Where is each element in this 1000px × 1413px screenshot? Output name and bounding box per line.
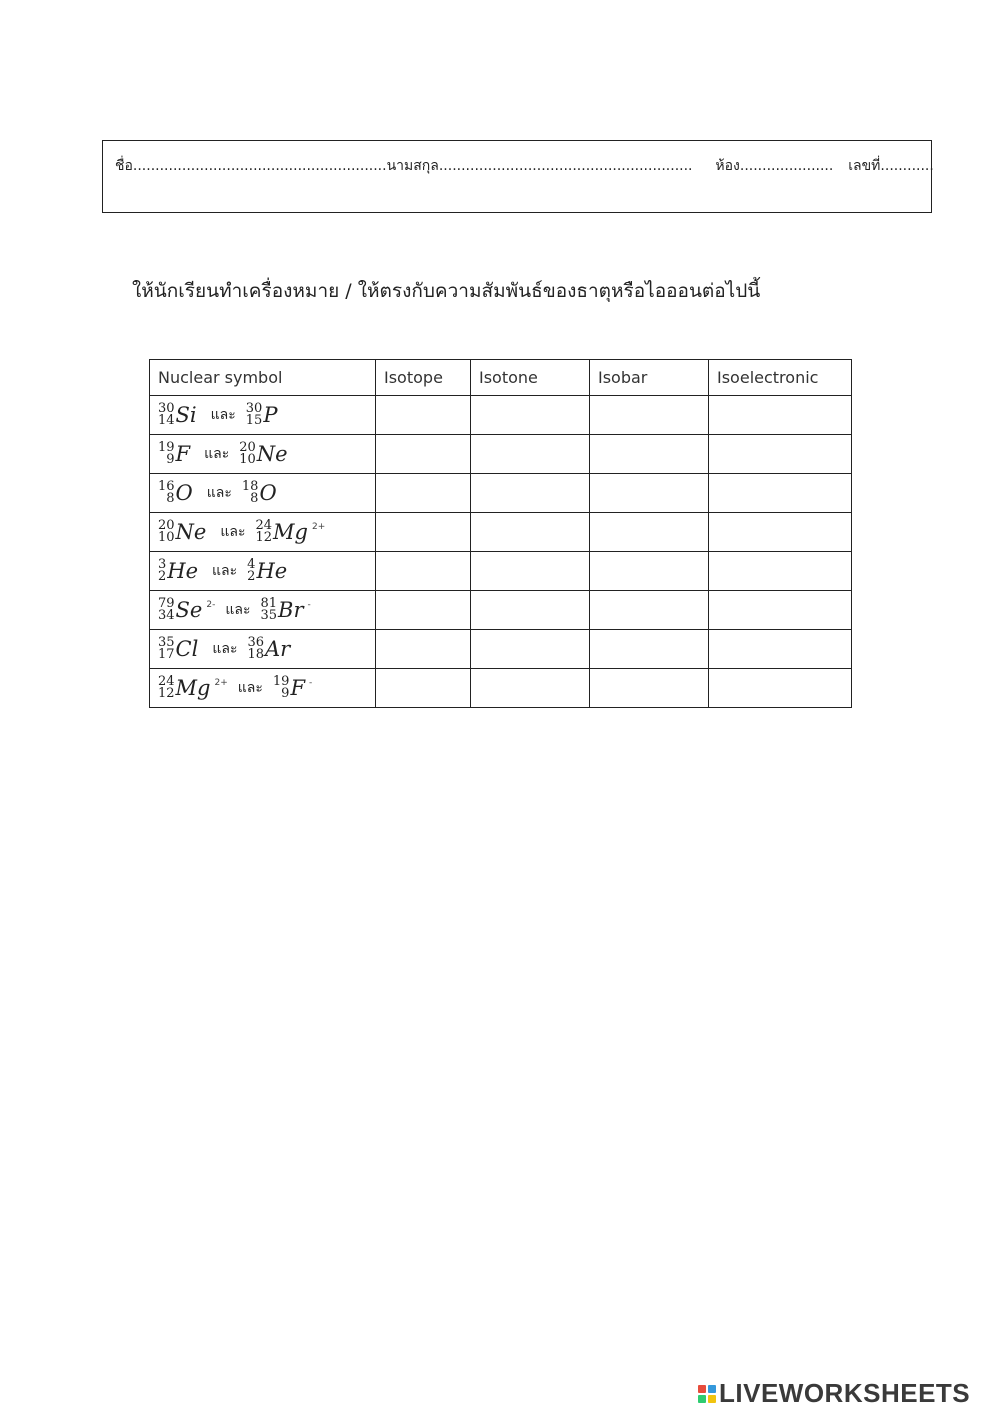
atomic-number: 18	[247, 647, 265, 662]
mass-number: 19	[272, 674, 290, 689]
nuclear-symbol-a	[158, 676, 228, 700]
number-field-label: เลขที่............	[848, 158, 934, 174]
table-row	[150, 552, 852, 591]
student-info-box	[102, 140, 932, 213]
isoelectronic-answer-cell[interactable]	[709, 669, 852, 708]
isobar-answer-cell[interactable]	[590, 552, 709, 591]
mass-atomic-stack	[158, 481, 175, 505]
isotope-answer-cell[interactable]	[376, 630, 471, 669]
nuclear-symbol-b	[260, 598, 310, 622]
mass-atomic-stack	[158, 637, 175, 661]
nuclear-symbol-cell	[150, 552, 376, 591]
atomic-number: 34	[158, 608, 175, 623]
atomic-number: 10	[158, 530, 175, 545]
nuclide-pair	[158, 637, 367, 661]
isotope-answer-cell[interactable]	[376, 435, 471, 474]
header-isotope: Isotope	[376, 360, 471, 396]
conjunction-text: และ	[206, 485, 232, 501]
isotope-answer-cell[interactable]	[376, 669, 471, 708]
mass-number: 20	[158, 518, 175, 533]
conjunction-text: และ	[212, 641, 238, 657]
atomic-number: 35	[260, 608, 278, 623]
isobar-answer-cell[interactable]	[590, 435, 709, 474]
nuclear-symbol-a	[158, 520, 210, 544]
element-symbol: Si	[175, 403, 197, 427]
isoelectronic-answer-cell[interactable]	[709, 591, 852, 630]
atomic-number: 8	[250, 491, 259, 506]
nuclide-pair	[158, 676, 367, 700]
mass-number: 79	[158, 596, 175, 611]
isotope-answer-cell[interactable]	[376, 513, 471, 552]
conjunction-text: และ	[204, 446, 230, 462]
table-row	[150, 591, 852, 630]
mass-atomic-stack	[260, 598, 277, 622]
mass-atomic-stack	[242, 481, 259, 505]
atomic-number: 14	[158, 413, 175, 428]
mass-number: 20	[239, 440, 256, 455]
element-symbol: He	[167, 559, 199, 583]
isoelectronic-answer-cell[interactable]	[709, 474, 852, 513]
mass-number: 35	[158, 635, 175, 650]
mass-atomic-stack	[246, 403, 263, 427]
table-row	[150, 435, 852, 474]
mass-number: 30	[245, 401, 263, 416]
isoelectronic-answer-cell[interactable]	[709, 396, 852, 435]
mass-atomic-stack	[247, 559, 255, 583]
atomic-number: 9	[166, 452, 175, 467]
nuclear-symbol-cell	[150, 669, 376, 708]
mass-atomic-stack	[239, 442, 256, 466]
nuclear-symbol-b	[247, 637, 294, 661]
relationship-table	[149, 359, 852, 708]
liveworksheets-brand	[698, 1378, 970, 1409]
mass-number: 30	[158, 401, 175, 416]
room-field-label: ห้อง.....................	[715, 158, 834, 174]
nuclear-symbol-cell	[150, 396, 376, 435]
nuclear-symbol-a	[158, 559, 202, 583]
atomic-number: 12	[158, 686, 175, 701]
element-symbol: P	[263, 403, 278, 427]
isotone-answer-cell[interactable]	[471, 591, 590, 630]
mass-number: 3	[158, 557, 167, 572]
instruction-text: ให้นักเรียนทำเครื่องหมาย / ให้ตรงกับความสัมพันธ์ของธาตุหรือไอออนต่อไปนี้	[132, 280, 761, 302]
isotone-answer-cell[interactable]	[471, 669, 590, 708]
isotone-answer-cell[interactable]	[471, 396, 590, 435]
ion-charge: -	[309, 678, 313, 688]
table-row	[150, 396, 852, 435]
isobar-answer-cell[interactable]	[590, 669, 709, 708]
isobar-answer-cell[interactable]	[590, 513, 709, 552]
atomic-number: 15	[245, 413, 263, 428]
nuclear-symbol-cell	[150, 435, 376, 474]
isoelectronic-answer-cell[interactable]	[709, 552, 852, 591]
table-row	[150, 513, 852, 552]
nuclear-symbol-a	[158, 598, 215, 622]
element-symbol: Ar	[265, 637, 291, 661]
mass-number: 18	[241, 479, 259, 494]
isoelectronic-answer-cell[interactable]	[709, 513, 852, 552]
brand-name: LIVEWORKSHEETS	[719, 1378, 971, 1408]
mass-number: 24	[158, 674, 175, 689]
nuclear-symbol-b	[246, 403, 282, 427]
nuclear-symbol-cell	[150, 474, 376, 513]
element-symbol: O	[175, 481, 193, 505]
mass-atomic-stack	[247, 637, 264, 661]
table-row	[150, 669, 852, 708]
element-symbol: Ne	[256, 442, 288, 466]
logo-square	[708, 1385, 716, 1393]
nuclide-pair	[158, 403, 367, 427]
nuclear-symbol-b	[247, 559, 291, 583]
ion-charge: 2+	[311, 522, 326, 532]
isobar-answer-cell[interactable]	[590, 630, 709, 669]
element-symbol: Se	[175, 598, 203, 622]
header-nuclear-symbol: Nuclear symbol	[150, 360, 376, 396]
logo-square	[698, 1385, 706, 1393]
mass-number: 19	[158, 440, 175, 455]
atomic-number: 12	[255, 530, 273, 545]
mass-atomic-stack	[158, 442, 175, 466]
isotope-answer-cell[interactable]	[376, 396, 471, 435]
nuclear-symbol-b	[239, 442, 291, 466]
conjunction-text: และ	[212, 563, 238, 579]
ion-charge: -	[307, 600, 311, 610]
logo-square	[698, 1395, 706, 1403]
surname-field-label: นามสกุล.........................................................	[386, 158, 693, 174]
mass-atomic-stack	[158, 559, 166, 583]
element-symbol: Ne	[175, 520, 207, 544]
header-isotone: Isotone	[471, 360, 590, 396]
nuclide-pair	[158, 559, 367, 583]
nuclear-symbol-a	[158, 637, 202, 661]
isobar-answer-cell[interactable]	[590, 474, 709, 513]
atomic-number: 9	[281, 686, 290, 701]
isotone-answer-cell[interactable]	[471, 435, 590, 474]
ion-charge: 2+	[214, 678, 228, 688]
conjunction-text: และ	[225, 602, 251, 618]
atomic-number: 10	[239, 452, 256, 467]
isotope-answer-cell[interactable]	[376, 591, 471, 630]
header-isoelectronic: Isoelectronic	[709, 360, 852, 396]
mass-number: 81	[260, 596, 278, 611]
ion-charge: 2-	[206, 600, 216, 610]
conjunction-text: และ	[220, 524, 246, 540]
isobar-answer-cell[interactable]	[590, 396, 709, 435]
conjunction-text: และ	[237, 680, 263, 696]
mass-atomic-stack	[158, 403, 175, 427]
mass-atomic-stack	[158, 520, 175, 544]
nuclear-symbol-b	[242, 481, 281, 505]
logo-square	[708, 1395, 716, 1403]
mass-atomic-stack	[255, 520, 272, 544]
nuclear-symbol-a	[158, 481, 197, 505]
element-symbol: Br	[278, 598, 304, 622]
header-isobar: Isobar	[590, 360, 709, 396]
isoelectronic-answer-cell[interactable]	[709, 630, 852, 669]
conjunction-text: และ	[210, 407, 236, 423]
atomic-number: 2	[247, 569, 256, 584]
isoelectronic-answer-cell[interactable]	[709, 435, 852, 474]
isotope-answer-cell[interactable]	[376, 474, 471, 513]
mass-atomic-stack	[273, 676, 290, 700]
nuclear-symbol-a	[158, 442, 194, 466]
nuclear-symbol-cell	[150, 630, 376, 669]
element-symbol: F	[290, 676, 306, 700]
element-symbol: F	[175, 442, 191, 466]
mass-number: 4	[247, 557, 256, 572]
isotone-answer-cell[interactable]	[471, 630, 590, 669]
nuclear-symbol-b	[273, 676, 312, 700]
atomic-number: 17	[158, 647, 175, 662]
element-symbol: Mg	[175, 676, 211, 700]
table-header-row	[150, 360, 852, 396]
mass-number: 24	[255, 518, 273, 533]
isotone-answer-cell[interactable]	[471, 552, 590, 591]
nuclear-symbol-cell	[150, 513, 376, 552]
mass-atomic-stack	[158, 676, 175, 700]
table-row	[150, 630, 852, 669]
nuclide-pair	[158, 442, 367, 466]
mass-number: 16	[158, 479, 175, 494]
isotone-answer-cell[interactable]	[471, 513, 590, 552]
element-symbol: O	[259, 481, 277, 505]
nuclear-symbol-b	[255, 520, 325, 544]
nuclide-pair	[158, 481, 367, 505]
name-field-label: ชื่อ.........................................................	[115, 158, 387, 174]
isotope-answer-cell[interactable]	[376, 552, 471, 591]
nuclide-pair	[158, 598, 367, 622]
element-symbol: Cl	[175, 637, 199, 661]
isobar-answer-cell[interactable]	[590, 591, 709, 630]
nuclide-pair	[158, 520, 367, 544]
mass-atomic-stack	[158, 598, 175, 622]
table-row	[150, 474, 852, 513]
liveworksheets-logo-icon	[698, 1385, 716, 1403]
atomic-number: 2	[158, 569, 167, 584]
nuclear-symbol-a	[158, 403, 201, 427]
element-symbol: He	[256, 559, 288, 583]
isotone-answer-cell[interactable]	[471, 474, 590, 513]
mass-number: 36	[247, 635, 265, 650]
nuclear-symbol-cell	[150, 591, 376, 630]
element-symbol: Mg	[273, 520, 308, 544]
atomic-number: 8	[166, 491, 175, 506]
